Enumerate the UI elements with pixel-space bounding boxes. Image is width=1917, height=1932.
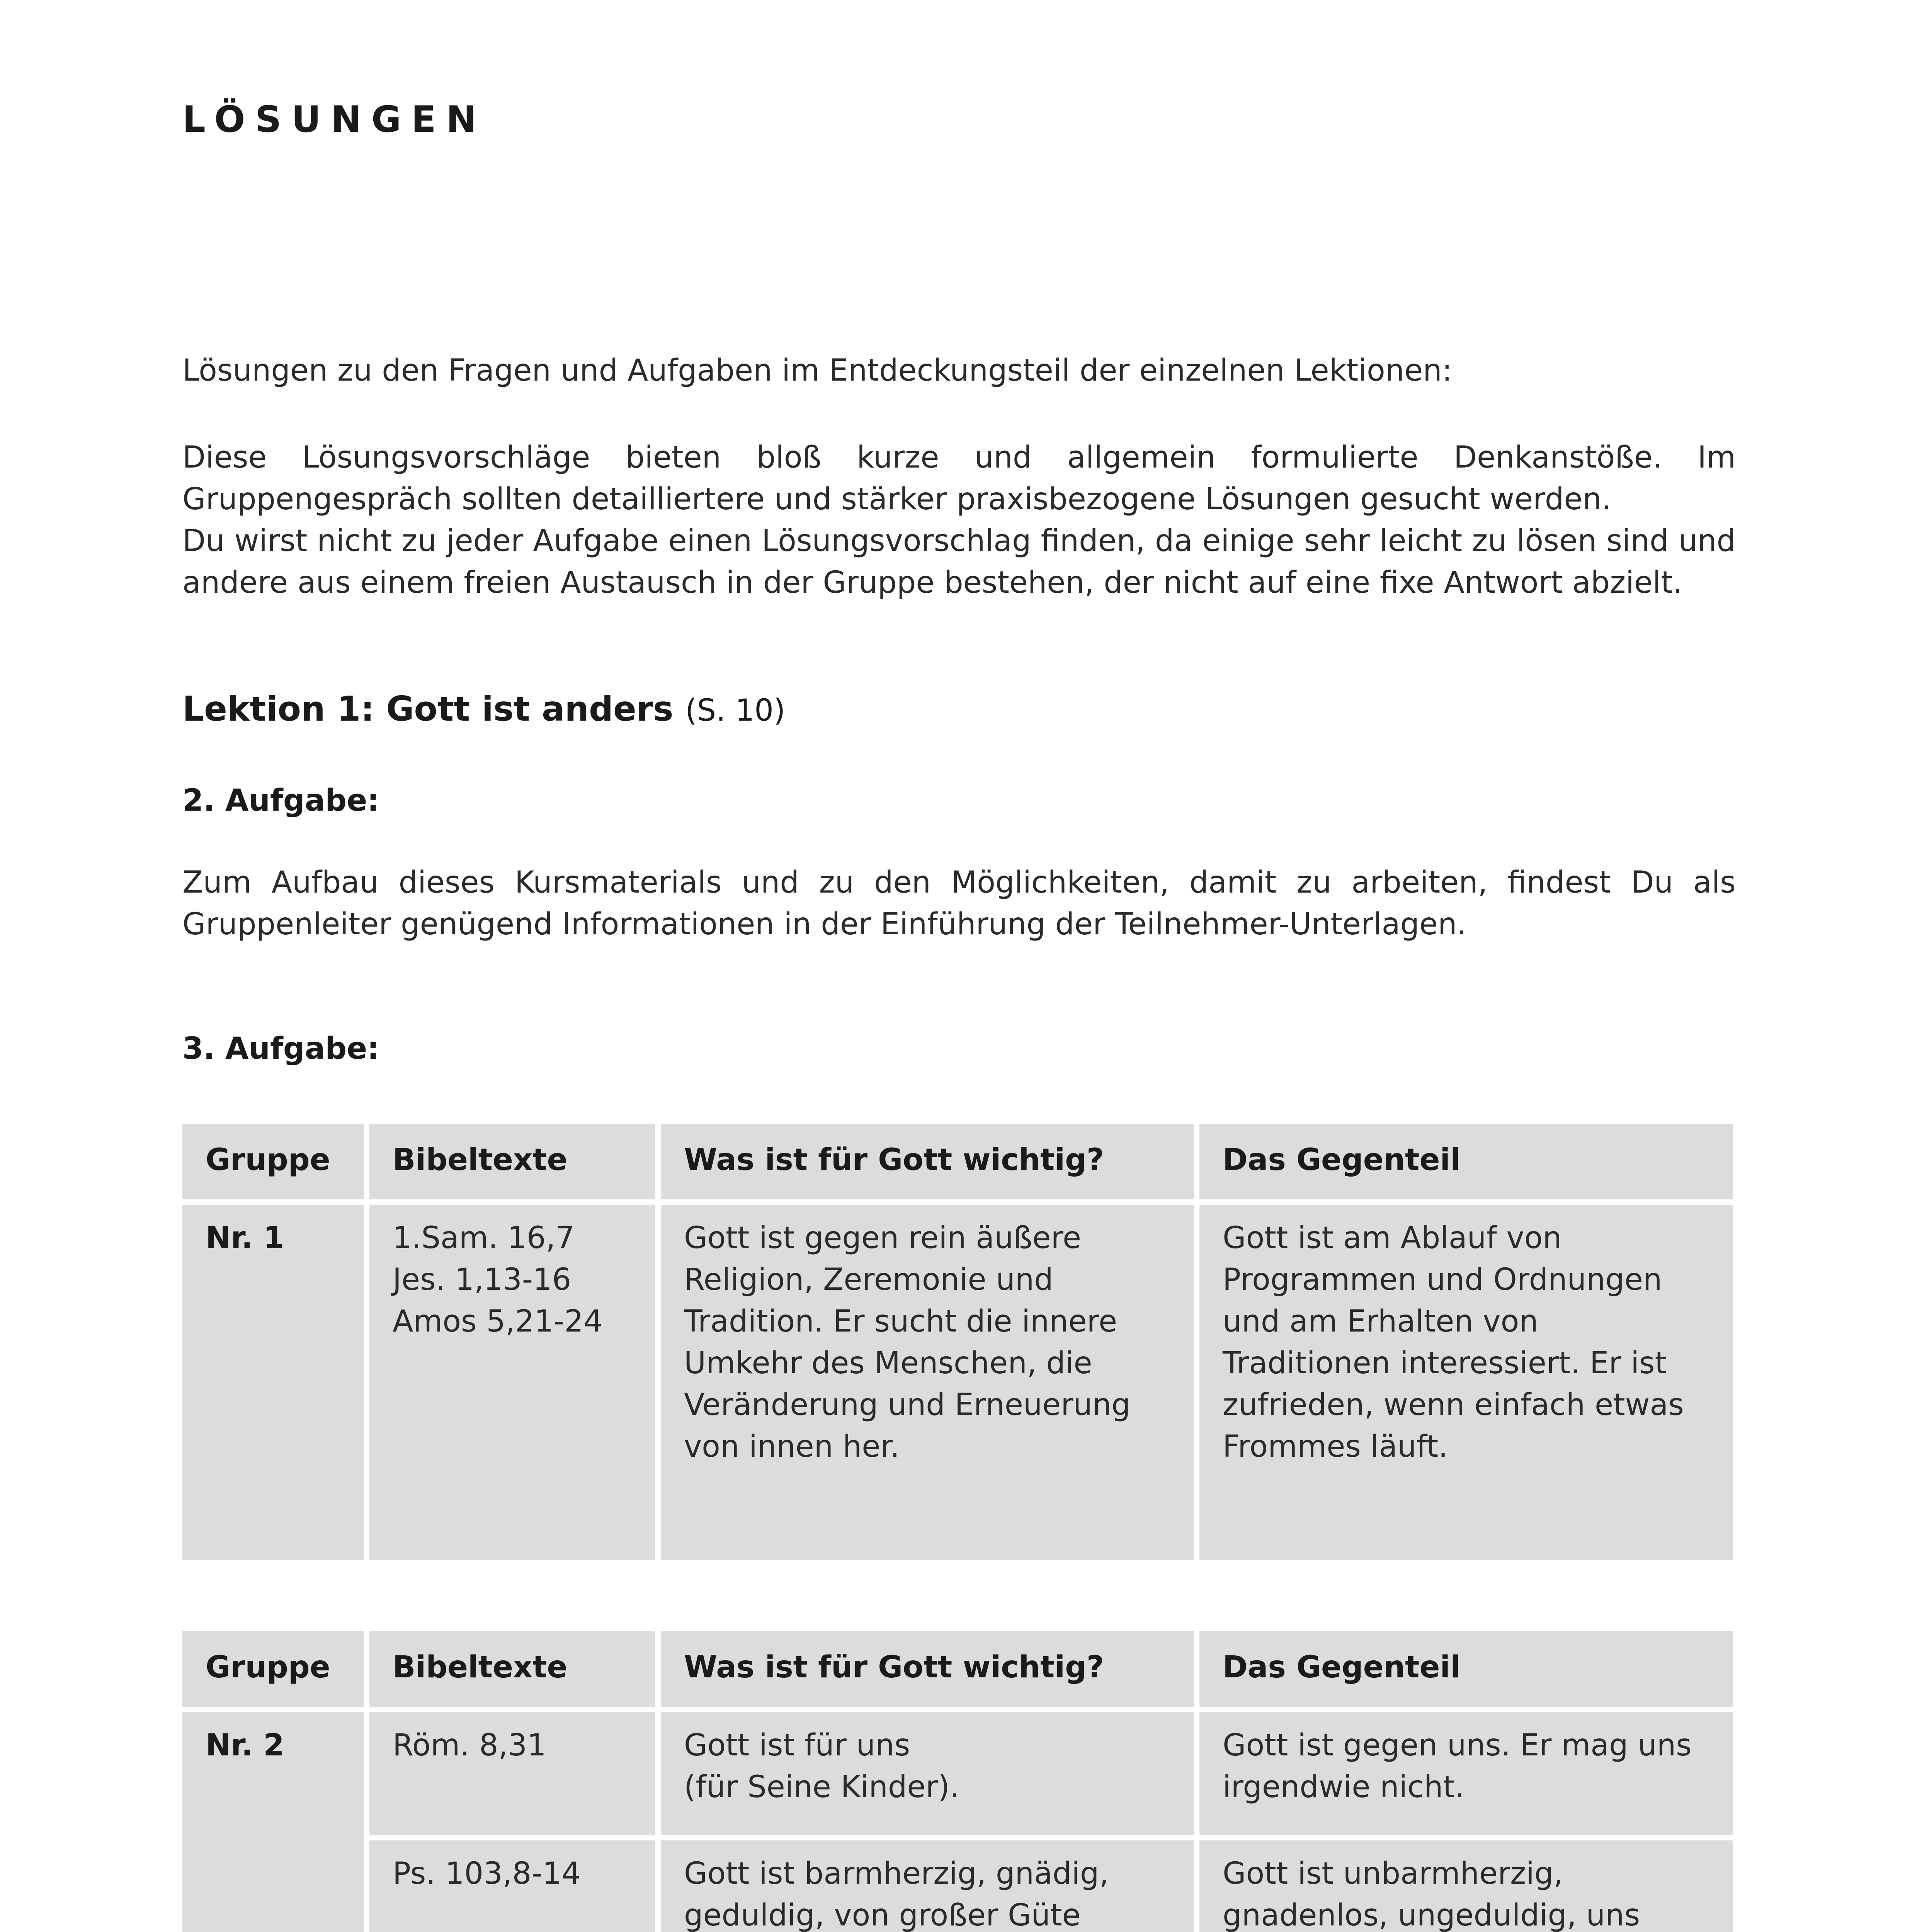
column-header-opposite: Das Gegenteil <box>1199 1631 1733 1707</box>
column-header-important: Was ist für Gott wichtig? <box>661 1124 1194 1199</box>
opposite-cell: Gott ist unbarmherzig, gnadenlos, ungeduldig, uns <box>1199 1840 1733 1932</box>
group-cell: Nr. 2 <box>182 1712 364 1932</box>
opposite-cell: Gott ist am Ablauf von Programmen und Ordnungen und am Erhalten von Traditionen interessiert. Er ist zufrieden, wenn einfach etwas Frommes läuft. <box>1199 1205 1733 1560</box>
solution-table-group-2 <box>177 1626 1738 1932</box>
table-row <box>182 1840 1733 1932</box>
column-header-group: Gruppe <box>182 1124 364 1199</box>
bible-texts-cell: 1.Sam. 16,7 Jes. 1,13-16 Amos 5,21-24 <box>369 1205 655 1560</box>
bible-texts-cell: Röm. 8,31 <box>369 1712 655 1835</box>
note-paragraph-2: Du wirst nicht zu jeder Aufgabe einen Lösungsvorschlag finden, da einige sehr leicht zu lösen sind und andere aus einem freien Austausch in der Gruppe bestehen, der nicht auf eine fixe Antwort abzielt. <box>182 524 1736 600</box>
task-2-heading: 2. Aufgabe: <box>182 783 379 818</box>
lesson-page-ref: (S. 10) <box>685 693 786 728</box>
important-cell: Gott ist barmherzig, gnädig, geduldig, von großer Güte <box>661 1840 1194 1932</box>
important-cell: Gott ist gegen rein äußere Religion, Zeremonie und Tradition. Er sucht die innere Umkehr des Menschen, die Veränderung und Erneuerung von innen her. <box>661 1205 1194 1560</box>
column-header-group: Gruppe <box>182 1631 364 1707</box>
task-3-heading: 3. Aufgabe: <box>182 1031 379 1066</box>
task-2-text: Zum Aufbau dieses Kursmaterials und zu den Möglichkeiten, damit zu arbeiten, findest Du als Gruppenleiter genügend Informationen in der Einführung der Teilnehmer-Unterlagen. <box>182 865 1736 942</box>
important-cell: Gott ist für uns (für Seine Kinder). <box>661 1712 1194 1835</box>
page-heading: LÖSUNGEN <box>182 99 487 141</box>
table-row <box>182 1712 1733 1835</box>
table-header-row <box>182 1124 1733 1199</box>
solution-table-group-1 <box>177 1118 1738 1566</box>
column-header-opposite: Das Gegenteil <box>1199 1124 1733 1199</box>
group-cell: Nr. 1 <box>182 1205 364 1560</box>
lesson-title <box>182 686 785 734</box>
opposite-cell: Gott ist gegen uns. Er mag uns irgendwie nicht. <box>1199 1712 1733 1835</box>
column-header-bible-texts: Bibeltexte <box>369 1124 655 1199</box>
intro-text: Lösungen zu den Fragen und Aufgaben im Entdeckungsteil der einzelnen Lektionen: <box>182 353 1452 388</box>
table-row <box>182 1205 1733 1560</box>
table-header-row <box>182 1631 1733 1707</box>
column-header-bible-texts: Bibeltexte <box>369 1631 655 1707</box>
lesson-title-text: Lektion 1: Gott ist anders <box>182 689 674 729</box>
column-header-important: Was ist für Gott wichtig? <box>661 1631 1194 1707</box>
note-paragraph-1: Diese Lösungsvorschläge bieten bloß kurze und allgemein formulierte Denkanstöße. Im Gruppengespräch sollten detailliertere und stärker praxisbezogene Lösungen gesucht werden. <box>182 440 1736 517</box>
bible-texts-cell: Ps. 103,8-14 <box>369 1840 655 1932</box>
